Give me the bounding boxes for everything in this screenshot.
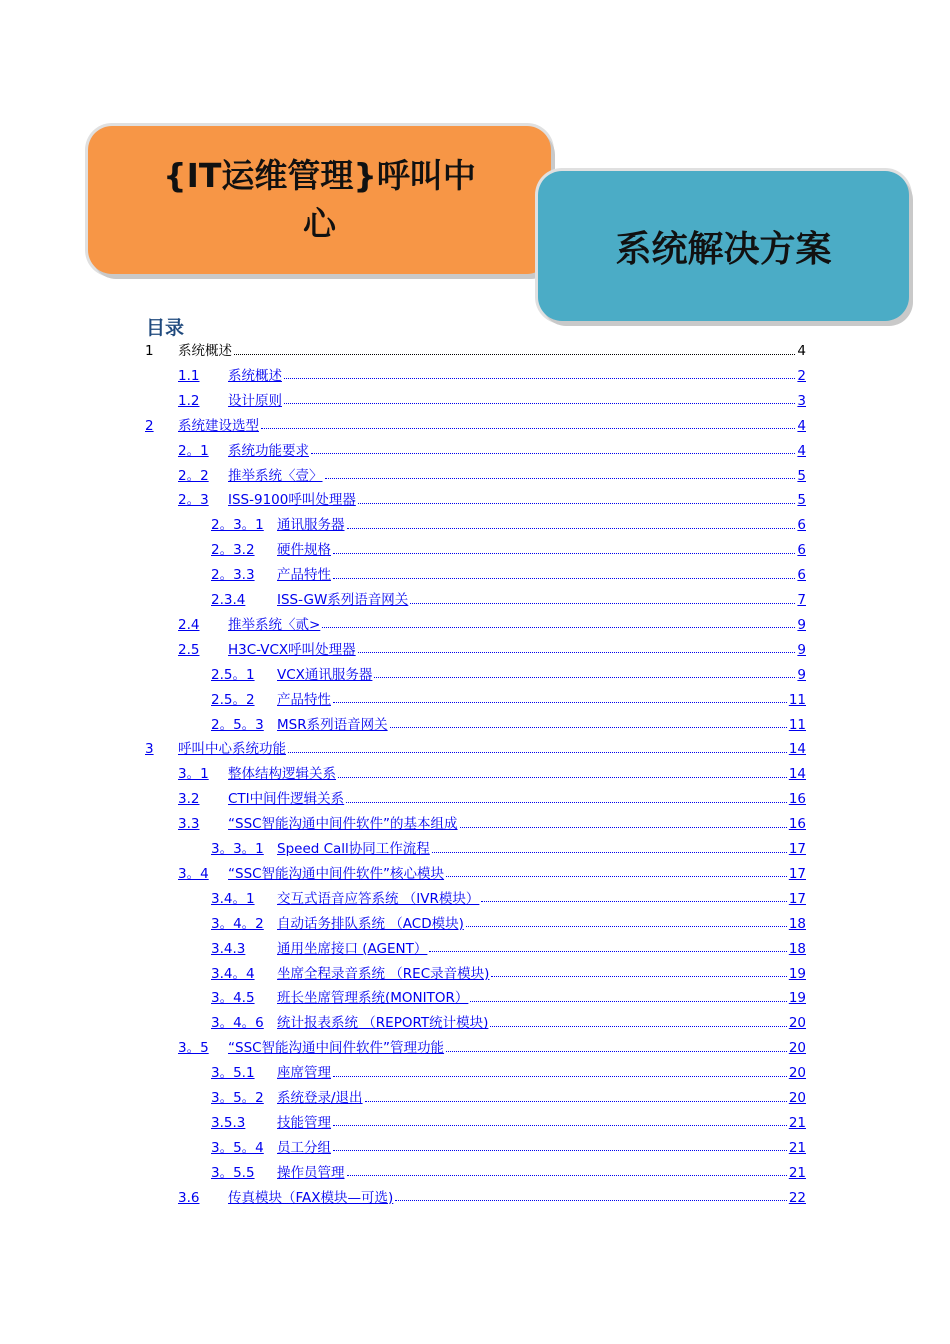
toc-entry-number: 2.5。2 <box>211 691 255 708</box>
toc-entry-number: 3。1 <box>178 766 209 783</box>
toc-entry-title: 设计原则 <box>228 392 282 409</box>
toc-dot-leader <box>346 802 787 803</box>
toc-dot-leader <box>338 777 787 778</box>
toc-entry-title: 技能管理 <box>277 1114 331 1131</box>
toc-dot-leader <box>322 627 795 628</box>
toc-entry-page: 21 <box>788 1114 806 1131</box>
toc-entry-title: Speed Call协同工作流程 <box>277 841 430 857</box>
toc-entry[interactable] <box>211 937 806 961</box>
toc-entry-page: 17 <box>788 890 806 907</box>
toc-entry-number: 3。3。1 <box>211 841 264 857</box>
toc-entry-number: 3。5。4 <box>211 1139 264 1156</box>
toc-entry[interactable] <box>178 762 806 786</box>
toc-entry-title: 系统概述 <box>228 367 282 384</box>
toc-entry-title: CTI中间件逻辑关系 <box>228 791 345 808</box>
toc-entry-title: 交互式语音应答系统 （IVR模块） <box>277 890 480 907</box>
toc-entry[interactable] <box>178 812 806 836</box>
toc-dot-leader <box>311 453 795 454</box>
toc-entry-title: 产品特性 <box>277 691 331 708</box>
toc-entry-page: 4 <box>797 417 806 434</box>
toc-dot-leader <box>333 578 795 579</box>
toc-entry-page: 5 <box>797 492 806 509</box>
toc-dot-leader <box>470 1001 786 1002</box>
toc-entry-page: 14 <box>788 766 806 783</box>
toc-entry[interactable] <box>211 588 806 612</box>
toc-entry-number: 3。4。2 <box>211 915 264 932</box>
toc-entry[interactable] <box>211 887 806 911</box>
toc-dot-leader <box>491 976 786 977</box>
toc-entry-number: 3。4.5 <box>211 990 255 1007</box>
toc-entry-title: H3C-VCX呼叫处理器 <box>228 641 356 658</box>
cover-title-box <box>88 126 551 274</box>
toc-entry-page: 20 <box>788 1015 806 1032</box>
toc-entry-page: 14 <box>788 741 806 758</box>
toc-entry-page: 20 <box>788 1090 806 1106</box>
toc-entry-number: 1 <box>145 343 154 359</box>
toc-dot-leader <box>358 652 796 653</box>
toc-entry-title: 坐席全程录音系统 （REC录音模块) <box>277 965 490 982</box>
toc-entry-page: 20 <box>788 1040 806 1057</box>
toc-entry-number: 2。3.3 <box>211 567 255 584</box>
toc-entry-title: 操作员管理 <box>277 1164 345 1181</box>
toc-dot-leader <box>333 1076 787 1077</box>
toc-entry <box>145 339 806 363</box>
toc-entry[interactable] <box>211 713 806 737</box>
toc-entry-page: 16 <box>788 791 806 808</box>
toc-entry-number: 3.5.3 <box>211 1114 246 1131</box>
toc-entry-title: 通用坐席接口 (AGENT） <box>277 940 428 957</box>
toc-entry-number: 2 <box>145 417 154 434</box>
toc-entry-number: 3.3 <box>178 816 200 833</box>
toc-entry[interactable] <box>211 1011 806 1035</box>
toc-entry-title: 系统登录/退出 <box>277 1090 363 1106</box>
toc-entry[interactable] <box>178 488 806 512</box>
toc-entry-title: “SSC智能沟通中间件软件”核心模块 <box>228 865 445 882</box>
toc-entry-page: 22 <box>788 1189 806 1206</box>
toc-entry-number: 2。3.2 <box>211 542 255 559</box>
toc-entry-page: 3 <box>797 392 806 409</box>
toc-dot-leader <box>284 378 795 379</box>
toc-dot-leader <box>333 1150 787 1151</box>
toc-dot-leader <box>333 702 787 703</box>
toc-entry-title: 员工分组 <box>277 1139 331 1156</box>
toc-entry-title: ISS-9100呼叫处理器 <box>228 492 356 509</box>
toc-entry-title: 自动话务排队系统 （ACD模块) <box>277 915 464 932</box>
toc-entry-page: 11 <box>788 716 806 733</box>
toc-entry[interactable] <box>211 912 806 936</box>
toc-dot-leader <box>288 752 787 753</box>
toc-entry[interactable] <box>211 663 806 687</box>
toc-entry-number: 3。5.1 <box>211 1065 255 1082</box>
toc-entry-page: 19 <box>788 990 806 1007</box>
toc-entry[interactable] <box>178 364 806 388</box>
toc-entry-title: 推举系统〈壹〉 <box>228 467 323 484</box>
toc-dot-leader <box>347 528 796 529</box>
toc-entry[interactable] <box>178 464 806 488</box>
toc-entry[interactable] <box>178 862 806 886</box>
toc-entry-title: 系统概述 <box>178 343 232 359</box>
toc-entry[interactable] <box>178 638 806 662</box>
toc-entry-page: 6 <box>797 567 806 584</box>
toc-entry-number: 3。5.5 <box>211 1164 255 1181</box>
toc-entry[interactable] <box>145 737 806 761</box>
cover-subtitle-box <box>538 171 909 321</box>
toc-entry-number: 2。3。1 <box>211 517 264 534</box>
cover-title-line1: {IT运维管理}呼叫中 <box>163 156 476 195</box>
toc-entry-page: 7 <box>797 592 806 608</box>
toc-dot-leader <box>333 553 795 554</box>
toc-entry-title: 系统功能要求 <box>228 442 309 459</box>
toc-entry-page: 19 <box>788 965 806 982</box>
toc-entry-page: 4 <box>797 343 806 359</box>
toc-entry[interactable] <box>211 538 806 562</box>
toc-dot-leader <box>410 603 795 604</box>
toc-entry-title: 推举系统〈贰> <box>228 616 321 633</box>
toc-entry-number: 3.4.3 <box>211 940 246 957</box>
toc-entry-number: 2。5。3 <box>211 716 264 733</box>
toc-entry-title: 班长坐席管理系统(MONITOR） <box>277 990 469 1007</box>
toc-dot-leader <box>261 428 795 429</box>
toc-entry-number: 2。3 <box>178 492 209 509</box>
toc-entry-title: 统计报表系统 （REPORT统计模块) <box>277 1015 489 1032</box>
toc-dot-leader <box>374 677 795 678</box>
toc-entry-page: 4 <box>797 442 806 459</box>
toc-dot-leader <box>347 1175 787 1176</box>
toc-entry[interactable] <box>178 439 806 463</box>
toc-entry[interactable] <box>211 986 806 1010</box>
toc-entry-number: 3。5。2 <box>211 1090 264 1106</box>
toc-entry-page: 9 <box>797 666 806 683</box>
toc-entry-page: 16 <box>788 816 806 833</box>
toc-entry[interactable] <box>211 837 806 861</box>
toc-entry[interactable] <box>211 962 806 986</box>
toc-entry[interactable] <box>211 1061 806 1085</box>
toc-entry-page: 5 <box>797 467 806 484</box>
toc-heading: 目录 <box>146 317 185 339</box>
toc-entry-number: 3。5 <box>178 1040 209 1057</box>
toc-entry-number: 3.4。4 <box>211 965 255 982</box>
toc-dot-leader <box>446 876 787 877</box>
toc-entry-page: 20 <box>788 1065 806 1082</box>
toc-entry-number: 3 <box>145 741 154 758</box>
toc-entry-title: 传真模块（FAX模块—可选) <box>228 1189 394 1206</box>
toc-entry[interactable] <box>211 1161 806 1185</box>
toc-entry-page: 9 <box>797 616 806 633</box>
toc-entry[interactable] <box>211 1086 806 1110</box>
toc-entry[interactable] <box>211 1111 806 1135</box>
toc-entry[interactable] <box>211 563 806 587</box>
toc-entry[interactable] <box>178 787 806 811</box>
toc-dot-leader <box>284 403 795 404</box>
toc-entry-page: 6 <box>797 542 806 559</box>
toc-entry-page: 21 <box>788 1164 806 1181</box>
toc-entry[interactable] <box>145 414 806 438</box>
toc-dot-leader <box>481 901 786 902</box>
toc-entry-title: 硬件规格 <box>277 542 331 559</box>
toc-entry-page: 2 <box>797 367 806 384</box>
toc-entry-title: 系统建设选型 <box>178 417 259 434</box>
toc-entry-page: 18 <box>788 915 806 932</box>
toc-dot-leader <box>460 827 787 828</box>
toc-entry-number: 3。4。6 <box>211 1015 264 1032</box>
toc-entry-title: MSR系列语音网关 <box>277 716 388 733</box>
toc-entry-number: 2.3.4 <box>211 592 246 608</box>
toc-entry-number: 1.2 <box>178 392 200 409</box>
toc-dot-leader <box>429 951 786 952</box>
toc-entry-title: 整体结构逻辑关系 <box>228 766 336 783</box>
toc-entry-number: 1.1 <box>178 367 200 384</box>
toc-entry-page: 17 <box>788 841 806 857</box>
toc-entry[interactable] <box>178 613 806 637</box>
toc-entry-title: 呼叫中心系统功能 <box>178 741 286 758</box>
toc-entry-number: 3。4 <box>178 865 209 882</box>
toc-dot-leader <box>390 727 787 728</box>
toc-entry[interactable] <box>211 1136 806 1160</box>
toc-entry-page: 9 <box>797 641 806 658</box>
toc-entry-page: 17 <box>788 865 806 882</box>
toc-entry-number: 3.6 <box>178 1189 200 1206</box>
toc-entry-number: 2。1 <box>178 442 209 459</box>
toc-entry[interactable] <box>211 513 806 537</box>
toc-dot-leader <box>358 503 796 504</box>
toc-entry-number: 2.5。1 <box>211 666 255 683</box>
toc-entry-title: 产品特性 <box>277 567 331 584</box>
toc-dot-leader <box>466 926 787 927</box>
toc-entry-title: “SSC智能沟通中间件软件”管理功能 <box>228 1040 445 1057</box>
toc-dot-leader <box>325 478 796 479</box>
toc-entry-title: 通讯服务器 <box>277 517 345 534</box>
toc-entry-page: 18 <box>788 940 806 957</box>
cover-title-line2: 心 <box>303 204 336 243</box>
toc-entry-number: 2.5 <box>178 641 200 658</box>
toc-entry[interactable] <box>178 1186 806 1210</box>
toc-entry-number: 3.2 <box>178 791 200 808</box>
toc-dot-leader <box>490 1026 786 1027</box>
toc-entry-title: VCX通讯服务器 <box>277 666 373 683</box>
toc-entry[interactable] <box>178 389 806 413</box>
toc-entry[interactable] <box>211 688 806 712</box>
toc-dot-leader <box>395 1200 787 1201</box>
toc-dot-leader <box>365 1101 787 1102</box>
toc-entry-title: 座席管理 <box>277 1065 331 1082</box>
toc-dot-leader <box>446 1051 787 1052</box>
toc-entry-title: ISS-GW系列语音网关 <box>277 592 409 608</box>
cover-subtitle: 系统解决方案 <box>615 228 832 270</box>
toc-entry-title: “SSC智能沟通中间件软件”的基本组成 <box>228 816 458 833</box>
toc-dot-leader <box>234 354 795 355</box>
toc-entry-page: 11 <box>788 691 806 708</box>
toc-entry-number: 2.4 <box>178 616 200 633</box>
toc-entry-number: 3.4。1 <box>211 890 255 907</box>
toc-dot-leader <box>432 852 787 853</box>
toc-dot-leader <box>333 1125 787 1126</box>
toc-entry-page: 21 <box>788 1139 806 1156</box>
toc-entry-number: 2。2 <box>178 467 209 484</box>
toc-entry-page: 6 <box>797 517 806 534</box>
toc-entry[interactable] <box>178 1036 806 1060</box>
